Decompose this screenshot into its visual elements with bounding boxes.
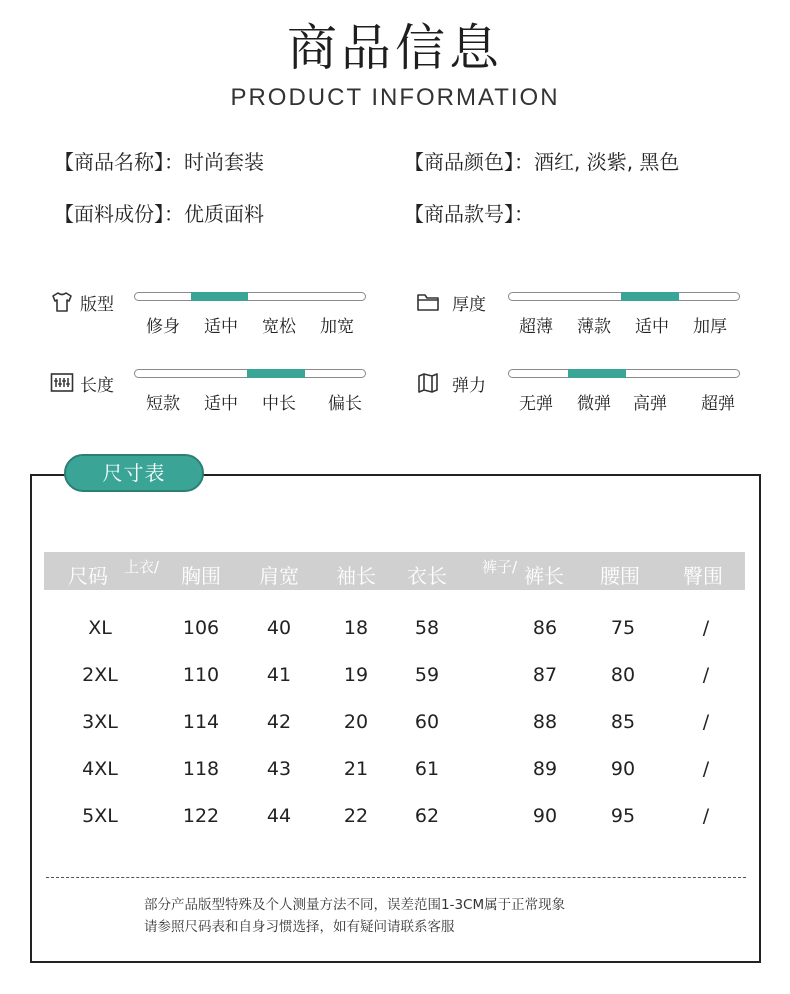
info-product-name [54, 146, 264, 175]
fit-slider [134, 292, 366, 301]
table-cell: 60 [414, 711, 440, 733]
table-cell: / [702, 805, 710, 827]
table-cell: 89 [532, 758, 558, 780]
table-cell: 87 [532, 664, 558, 686]
attr-option: 超薄 [519, 317, 553, 337]
table-cell: 22 [343, 805, 369, 827]
table-cell: 42 [266, 711, 292, 733]
attr-option: 微弹 [577, 394, 611, 414]
info-fabric [54, 198, 264, 227]
table-cell: 3XL [82, 711, 118, 733]
table-cell: / [702, 711, 710, 733]
table-cell: 58 [414, 617, 440, 639]
header-top-label: 上衣/ [124, 558, 160, 576]
attr-option: 超弹 [701, 394, 735, 414]
attr-option: 偏长 [328, 394, 362, 414]
header-hip: 臀围 [683, 564, 723, 588]
table-cell: 90 [532, 805, 558, 827]
page-subtitle: PRODUCT INFORMATION [230, 84, 560, 111]
folder-icon [416, 290, 440, 314]
table-cell: 20 [343, 711, 369, 733]
size-table-box [30, 474, 761, 963]
attr-option: 适中 [204, 317, 238, 337]
table-cell: / [702, 758, 710, 780]
table-cell: 40 [266, 617, 292, 639]
info-value: 酒红, 淡紫, 黑色 [534, 150, 680, 174]
header-shoulder: 肩宽 [259, 564, 299, 588]
table-cell: 80 [610, 664, 636, 686]
info-value: 时尚套装 [184, 150, 264, 174]
attr-option: 中长 [262, 394, 296, 414]
size-table-badge: 尺寸表 [64, 454, 204, 492]
attr-option: 薄款 [577, 317, 611, 337]
attr-option: 加厚 [693, 317, 727, 337]
info-style-number [404, 198, 534, 227]
ruler-icon [50, 371, 74, 395]
attr-name: 版型 [80, 295, 114, 315]
thickness-slider [508, 292, 740, 301]
attr-name: 厚度 [452, 295, 486, 315]
elasticity-slider-fill [568, 369, 626, 378]
table-cell: / [702, 664, 710, 686]
attr-name: 弹力 [452, 376, 486, 396]
length-slider-fill [247, 369, 305, 378]
info-label: 【商品款号】： [404, 202, 534, 226]
header-sleeve: 袖长 [336, 564, 376, 588]
table-cell: 41 [266, 664, 292, 686]
header-pants-label: 裤子/ [482, 558, 518, 576]
table-cell: 122 [182, 805, 220, 827]
attr-option: 无弹 [519, 394, 553, 414]
table-cell: 88 [532, 711, 558, 733]
tshirt-icon [50, 290, 74, 314]
table-cell: 118 [182, 758, 220, 780]
table-cell: 59 [414, 664, 440, 686]
note-line: 请参照尺码表和自身习惯选择，如有疑问请联系客服 [144, 919, 455, 935]
table-cell: XL [88, 617, 112, 639]
header-chest: 胸围 [181, 564, 221, 588]
table-cell: 86 [532, 617, 558, 639]
attr-option: 短款 [146, 394, 180, 414]
table-cell: 110 [182, 664, 220, 686]
attr-name: 长度 [80, 376, 114, 396]
info-label: 【面料成份】： [54, 202, 184, 226]
table-cell: 44 [266, 805, 292, 827]
info-label: 【商品颜色】： [404, 150, 534, 174]
length-slider [134, 369, 366, 378]
table-cell: / [702, 617, 710, 639]
header-pants-length: 裤长 [524, 564, 564, 588]
elasticity-slider [508, 369, 740, 378]
table-cell: 61 [414, 758, 440, 780]
info-product-color [404, 146, 679, 175]
thickness-slider-fill [621, 292, 679, 301]
page-title: 商品信息 [287, 19, 503, 77]
info-value: 优质面料 [184, 202, 264, 226]
table-cell: 85 [610, 711, 636, 733]
header-size: 尺码 [68, 564, 108, 588]
table-cell: 4XL [82, 758, 118, 780]
header-top-length: 衣长 [407, 564, 447, 588]
attr-option: 高弹 [633, 394, 667, 414]
attr-option: 修身 [146, 317, 180, 337]
attr-option: 适中 [204, 394, 238, 414]
table-cell: 18 [343, 617, 369, 639]
fit-slider-fill [191, 292, 248, 301]
attr-option: 加宽 [320, 317, 354, 337]
divider [46, 877, 746, 878]
table-cell: 75 [610, 617, 636, 639]
table-cell: 106 [182, 617, 220, 639]
table-cell: 5XL [82, 805, 118, 827]
attr-option: 适中 [635, 317, 669, 337]
table-cell: 2XL [82, 664, 118, 686]
table-cell: 43 [266, 758, 292, 780]
table-cell: 19 [343, 664, 369, 686]
stretch-icon [416, 371, 440, 395]
note-line: 部分产品版型特殊及个人测量方法不同，误差范围1-3CM属于正常现象 [144, 897, 566, 913]
table-cell: 62 [414, 805, 440, 827]
table-cell: 114 [182, 711, 220, 733]
attr-option: 宽松 [262, 317, 296, 337]
info-label: 【商品名称】： [54, 150, 184, 174]
header-waist: 腰围 [600, 564, 640, 588]
table-cell: 95 [610, 805, 636, 827]
table-cell: 90 [610, 758, 636, 780]
table-cell: 21 [343, 758, 369, 780]
